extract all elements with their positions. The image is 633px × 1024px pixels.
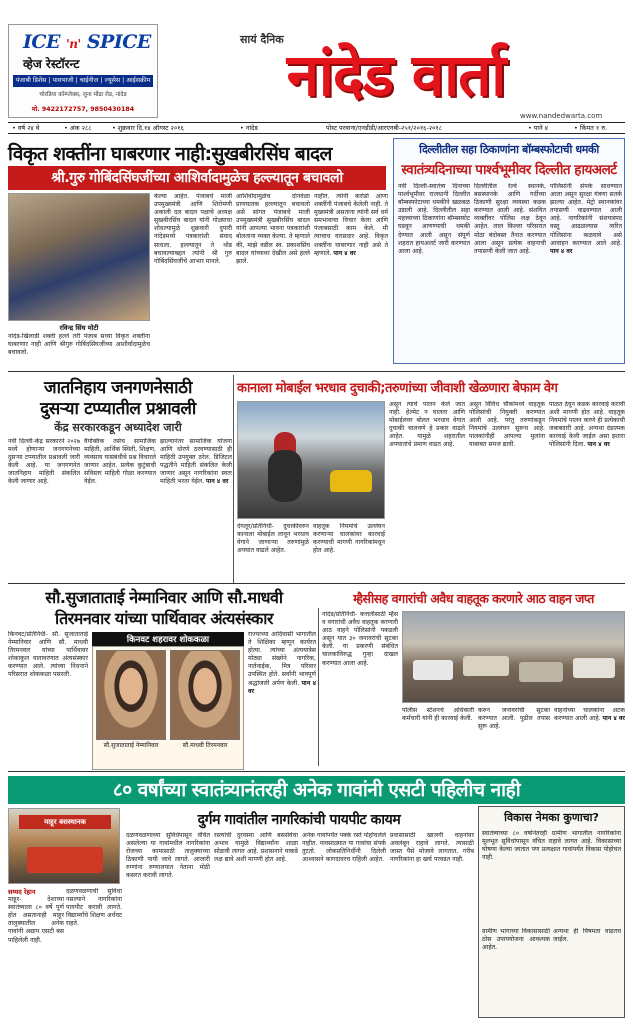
headline-census-line1[interactable]: जातनिहाय जनगणनेसाठी <box>43 378 193 398</box>
section-divider <box>8 583 625 584</box>
editorial-title[interactable]: विकास नेमका कुणाचा? <box>504 811 599 824</box>
postal-license: पोस्ट परवाना/एनडीडी/आरएनबी-२५१/२०१६-२०१८ <box>326 124 443 132</box>
headline-st-bus[interactable]: ८० वर्षांच्या स्वातंत्र्यानंतरही अनेक गावांनी एसटी पहिलीच नाही <box>8 776 625 804</box>
article-column: असून विविध चौकांमध्ये वाहतूक पोलिसांची नियुक्ती करण्यात आली आहे. परंतु तरुणांकडून नियमांचे उल्लंघन सुरूच आहे. पालकांनीही आपल्या मुलांना याबाबत समज द्यावी. <box>469 401 545 449</box>
tribute-title: किनवट शहरावर शोककळा <box>92 632 244 648</box>
article-column: दळणवळणाच्या सुविधेपासून वंचित असलेल्या या गावांमधील नागरिकांना रोजच्या कामासाठी तालुक्याच्या ठिकाणी पायी जावे लागते. आजारी रुग्णांना रुग्णालयात नेताना मोठी कसरत करावी लागते. <box>126 832 210 880</box>
article-column: वैयक्तिक तसेच सामाजिक माहिती, आर्थिक स्थिती, शिक्षण, व्यवसाय यासंबंधीचे प्रश्न विचारले जाणार आहेत. प्रत्येक कुटुंबाची सविस्तर माहिती गोळा करण्यात येईल. <box>84 438 156 486</box>
headline-delhi-threat[interactable]: दिल्लीतील सहा ठिकाणांना बॉम्बस्फोटाची धमकी <box>419 143 599 156</box>
subheadline-census: केंद्र सरकारकडून अध्यादेश जारी <box>54 421 182 434</box>
article-column: केल्या आहेत. पंजाबचे माजी उपमुख्यमंत्री आणि शिरोमणी अकाली दल बादल पक्षाचे अध्यक्ष सुखबीरसिंघ बादल यांनी गोळ्याचा शोधल्यामुळे शुक्रवारी दुपारी नांदेडमध्ये पत्रकारांशी संवाद साधला. हल्ल्यातून ते थोड बचावल्याबद्दल त्यांनी श्री गुरु गोबिंदसिंघजींचे आभार मानले. <box>154 193 232 265</box>
column-divider <box>318 608 319 766</box>
article-column: करुन जनावरांची सुटका करण्यात आली. पुढील तपास सुरू आहे. <box>478 707 550 731</box>
article-column: राज्याच्या आदिवासी भागातील ते शिक्षिका म्हणून कार्यरत होत्या. त्यांच्या अंत्ययात्रेस मोठ्या संख्येने नागरिक, नातेवाईक, मित्र परिवार उपस्थित होते. सर्वांनी भावपूर्ण श्रद्धांजली अर्पण केली. पान ४ वर <box>248 631 316 695</box>
article-column: नवी दिल्ली-केंद्र सरकारने २०२७ मध्ये होणाऱ्या जनगणनेच्या दुसऱ्या टप्प्यातील प्रश्नावली जारी केली आहे. या जनगणनेत जातनिहाय माहिती संकलित केली जाणार आहे. <box>8 438 80 486</box>
restaurant-advertisement <box>8 24 158 118</box>
article-column: दिल्लीतील रेल्वे स्थानके, बसस्थानके आणि गर्दीच्या ठिकाणी सुरक्षा व्यवस्था कडक करण्यात आली आहे. संशयित व्यक्तींवर पोलिस लक्ष ठेवून आहेत. लाल किल्ला परिसरात मोठा बंदोबस्त तैनात करण्यात आला असून प्रत्येक वाहनाची तपासणी केली जात आहे. <box>474 183 546 255</box>
section-divider <box>8 771 625 772</box>
portrait-photo <box>96 650 166 740</box>
edition-info-bar <box>8 122 625 134</box>
ad-phone: मो. 9422172757, 9850430184 <box>31 106 135 113</box>
article-column: असून त्याचे पालन केले जात नाही. हेल्मेट न घालता आणि मोबाईलवर बोलत भरधाव वेगात दुचाकी चालवणे हे प्रकार वाढले आहेत. यामुळे शहरातील अपघातांचे प्रमाण वाढत आहे. <box>389 401 465 449</box>
continued-link[interactable]: पान ४ वर <box>206 478 229 486</box>
article-column: नांदेड/प्रतिनिधी- कत्तलीसाठी म्हैस व वगारांची अवैध वाहतूक करणारी आठ वाहने पोलिसांनी पकडली असून यात ३० जनावरांची सुटका केली. या प्रकरणी संबंधित चालकांविरुद्ध गुन्हा दाखल करण्यात आला आहे. <box>322 611 398 667</box>
volume-year: • वर्ष २४ वे <box>12 124 40 132</box>
continued-link[interactable]: पान ४ वर <box>248 679 316 695</box>
continued-link[interactable]: पान ४ वर <box>602 715 625 723</box>
article-column: स्वातंत्र्याच्या ८० वर्षानंतरही ग्रामीण भागातील नागरिकांना मूलभूत सुविधांपासून वंचित राहावे लागत आहे. विकासाच्या घोषणा केल्या जातात पण प्रत्यक्षात गावांपर्यंत विकास पोहोचत नाही. <box>482 830 621 862</box>
headline-funeral-line1[interactable]: सौ.सुजाताताई नेम्मानिवार आणि सौ.माधवी <box>45 588 283 607</box>
bike-rider-photo <box>237 401 385 519</box>
article-column: पोलिसांनी संपर्क साधण्यात आला असून सुरक्षा यंत्रणा सतर्क झाल्या आहेत. मेट्रो स्थानकांवर तपासणी वाढवण्यात आली आहे. नागरिकांनी संशयास्पद वस्तू आढळल्यास त्वरित पोलिसांना कळवावे असे आवाहन करण्यात आले आहे. पान ४ वर <box>550 183 622 255</box>
price: • किंमत १ रु. <box>574 124 608 132</box>
article-column: झाल्यानंतर सामाजिक योजना आणि धोरणे ठरवण्यासाठी ही माहिती उपयुक्त ठरेल. डिजिटल पद्धतीने माहिती संकलित केली जाणार असून नागरिकांना स्वतः माहिती भरता येईल. पान ४ वर <box>160 438 232 486</box>
newspaper-title: नांदेड वार्ता <box>286 41 506 109</box>
page-count: • पाने ४ <box>528 124 548 132</box>
ad-address: चोरडिया कॉम्प्लेक्स, जुना मोंढा रोड, नांदेड <box>39 92 127 98</box>
edition-city: • नांदेड <box>240 124 258 132</box>
article-column: वाहनांच्या चालकांना अटक करण्यात आली आहे. पान ४ वर <box>554 707 625 723</box>
reporter-byline: सय्यद रेहान <box>8 888 36 896</box>
masthead-tagline: सायं दैनिक <box>240 33 284 46</box>
article-column: नांदेड-खिलाडी शक्ती हल्ले तरी पंजाब सध्या विकृत शक्तींना घाबरणार नाही आणि श्रीगुरु गोबिंदसिंघजींच्या आशीर्वादामुळेच बचावलो. <box>8 333 150 357</box>
ad-brand-logo: ICE 'n' SPICE <box>23 31 151 53</box>
bus-stand-sign: माहूर बसस्थानक <box>19 815 111 829</box>
issue-number: • अंक २८८ <box>64 124 92 132</box>
badal-press-photo <box>8 193 150 321</box>
photo-caption: रविन्द्र सिंघ मोटी <box>59 324 99 332</box>
continued-link[interactable]: पान ४ वर <box>550 247 573 255</box>
article-column: आशिर्वादामुळेच दोनवेळा प्राणघातक हल्ल्यातून बचावलो असे सांगत पंजाबचे माजी उपमुख्यमंत्री सुखबीरसिंघ बादल यांनी आपल्या भावना पत्रकारांशी बोलताना व्यक्त केल्या. ते म्हणाले की, माझे वडील स्व. प्रकाशसिंघ बादल यांच्यावर देखील असे हल्ले झाले. <box>236 193 310 265</box>
portrait-caption: सौ.माधवी तिरमनवार <box>182 742 228 749</box>
headline-funeral-line2[interactable]: तिरमनवार यांच्या पार्थिवावर अंत्यसंस्कार <box>55 609 273 628</box>
headline-mobile-bikers[interactable]: कानाला मोबाईल भरधाव दुचाकी;तरुणांच्या जीवाशी खेळणारा बेफाम वेग <box>237 381 558 396</box>
headline-illegal-cattle[interactable]: म्हैसीसह वगारांची अवैध वाहतूक करणारे आठ वाहन जप्त <box>353 591 594 606</box>
continued-link[interactable]: पान ४ वर <box>587 441 610 449</box>
ad-restaurant-name: व्हेज रेस्टॉरन्ट <box>23 57 80 71</box>
article-column: प्रवासासाठी खाजगी वाहनांवर अवलंबून राहावे लागते. त्यासाठी जास्त पैसे मोजावे लागतात. गरीब नागरिकांना हा खर्च परवडत नाही. <box>390 832 474 864</box>
subheadline-badal: श्री.गुरु गोबिंदसिंघजींच्या आशिर्वादामुळेच हल्ल्यातून बचावलो <box>8 166 386 190</box>
subheadline-delhi-alert: स्वातंत्र्यदिनाच्या पार्श्वभूमीवर दिल्लीत हायअलर्ट <box>401 162 617 178</box>
article-column: देगलूर/प्रतिनिधी- दुचाकीवरुन कानाला मोबाईल लावून भरधाव वेगाने जाणाऱ्या तरुणांमुळे अपघात वाढले आहेत. <box>237 523 309 555</box>
subheadline-st-bus: दुर्गम गावांतील नागरिकांची पायपीट कायम <box>197 812 401 828</box>
article-column: नाहीत. त्यांनी करोडो आणा शक्तींनी पंजाबचे केलेली नाही. ते मुख्यमंत्री असताना त्यांनी सर्व धर्म समभावाचा विचार केला आणि पंजाबसाठी काम केले. मी त्याचाच वारसदार आहे. विकृत शक्तींना घाबरणार नाही असे ते म्हणाले. पान ४ वर <box>314 193 388 257</box>
article-column: रस्त्यांची दुरवस्था आणि बससेवेचा अभाव यामुळे विद्यार्थ्यांना शाळा सोडावी लागत आहे. प्रशासनाने याकडे लक्ष द्यावे अशी मागणी होत आहे. <box>214 832 298 864</box>
article-column: दळणवळणाची सुविधा नसल्याने नागरिकांना पायपीट करावी लागते. विद्यार्थ्यांचे शिक्षण अर्धवट राहते. <box>66 888 122 928</box>
issue-date: • शुक्रवार दि.१४ ऑगस्ट २०१६ <box>112 124 184 132</box>
headline-census-line2[interactable]: दुसऱ्या टप्प्यातील प्रश्नावली <box>40 399 196 419</box>
article-column: अन्यथा ही विषमता वाढतच जाईल. <box>553 928 621 944</box>
ad-cuisines: पंजाबी डिशेस | पावभाजी | चाईनीज | ज्यूसेस | आईसक्रीम <box>13 75 153 87</box>
headline-badal[interactable]: विकृत शक्तींना घाबरणार नाही:सुखबीरसिंघ बादल <box>8 143 332 165</box>
article-column: ग्रामीण भागाच्या विकासासाठी ठोस उपाययोजना आवश्यक आहेत. <box>482 928 550 952</box>
portrait-photo <box>170 650 240 740</box>
article-column: किनवट/प्रतिनिधी- सौ. सुजाताताई नेम्मानिवार आणि सौ. माधवी तिरमनवार यांच्या पार्थिवावर शोकाकुल वातावरणात अंत्यसंस्कार करण्यात आले. त्यांच्या निधनाने परिसरात शोककळा पसरली. <box>8 631 88 679</box>
seized-vehicles-photo <box>402 611 625 703</box>
article-column: पोलीस स्टेशनचे अधिकारी कर्मचारी यांनी ही कारवाई केली. <box>402 707 474 723</box>
column-divider <box>233 375 234 583</box>
portrait-caption: सौ.सुजाताताई नेम्मानिवार <box>103 742 159 749</box>
article-column: सय्यद रेहान माहूर- देशाच्या स्वातंत्र्याला ८० वर्षे पूर्ण होत असतानाही माहूर तालुक्यातील अनेक गावांनी अद्याप एसटी बस पाहिलेली नाही. <box>8 888 64 944</box>
article-column: अनेक गावांपर्यंत पक्के रस्ते पोहोचलेले नाहीत. पावसाळ्यात या गावांचा संपर्क तुटतो. लोकप्रतिनिधींनी दिलेली आश्वासने कागदावरच राहिली आहेत. <box>302 832 386 864</box>
bus-stand-photo <box>8 808 120 884</box>
continued-link[interactable]: पान ४ वर <box>333 249 356 257</box>
article-column: नवी दिल्ली-स्वातंत्र्य दिनाच्या पार्श्वभूमीवर राजधानी दिल्लीत बॉम्बस्फोटाच्या धमकीने खळबळ उडाली आहे. दिल्लीतील सहा महत्त्वाच्या ठिकाणांना बॉम्बस्फोट घडवून आणण्याची धमकी देण्यात आली असून संपूर्ण शहरात हायअलर्ट जारी करण्यात आला आहे. <box>398 183 470 255</box>
article-column: पाळत ठेवून कडक कारवाई करावी अशी मागणी होत आहे. वाहतूक नियमांचे पालन करणे ही प्रत्येकाची जबाबदारी आहे. अन्यथा दंडात्मक कारवाई केली जाईल असा इशारा पोलिसांनी दिला. पान ४ वर <box>549 401 625 449</box>
website-link[interactable]: www.nandedwarta.com <box>520 112 603 120</box>
article-column: वाहतूक नियमांचे उल्लंघन करणाऱ्या चालकांवर कारवाई करण्याची मागणी नागरिकांमधून होत आहे. <box>313 523 385 555</box>
section-divider <box>8 371 625 372</box>
